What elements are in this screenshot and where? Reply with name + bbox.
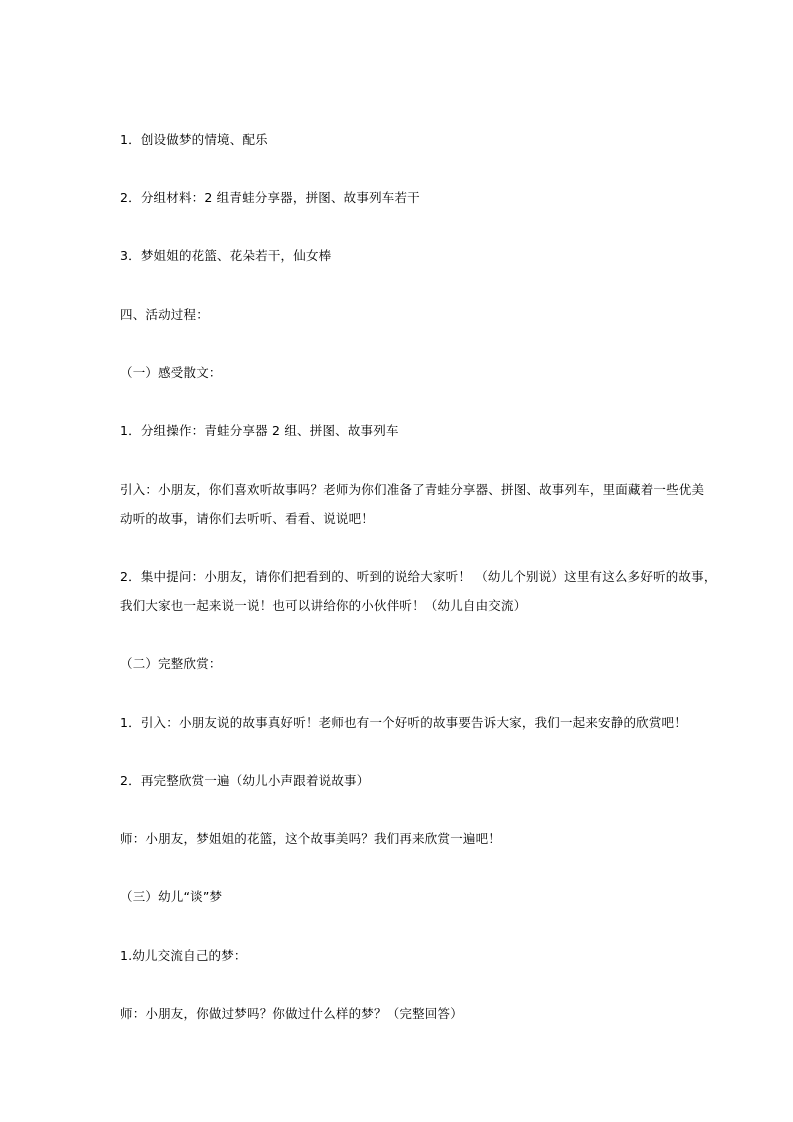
paragraph-intro-line-2: 动听的故事，请你们去听听、看看、说说吧！ — [120, 511, 375, 526]
list-item-setting: 1．创设做梦的情境、配乐 — [120, 132, 268, 147]
list-item-appreciate-again: 2．再完整欣赏一遍（幼儿小声跟着说故事） — [120, 773, 370, 788]
list-item-group-materials: 2．分组材料：2 组青蛙分享器，拼图、故事列车若干 — [120, 190, 420, 205]
subsection-heading-talk-dreams: （三）幼儿“谈”梦 — [120, 889, 223, 904]
list-item-appreciation-intro: 1．引入：小朋友说的故事真好听！老师也有一个好听的故事要告诉大家，我们一起来安静的欣赏吧！ — [120, 715, 687, 730]
subsection-heading-full-appreciation: （二）完整欣赏： — [120, 656, 222, 671]
subsection-heading-feel-prose: （一）感受散文： — [120, 365, 222, 380]
list-item-group-operation: 1．分组操作：青蛙分享器 2 组、拼图、故事列车 — [120, 423, 399, 438]
paragraph-teacher-dream-question: 师：小朋友，你做过梦吗？你做过什么样的梦？（完整回答） — [120, 1006, 463, 1021]
list-item-flower-basket: 3．梦姐姐的花篮、花朵若干，仙女棒 — [120, 248, 332, 263]
section-heading-activity-process: 四、活动过程： — [120, 307, 209, 322]
paragraph-intro-line-1: 引入：小朋友，你们喜欢听故事吗？老师为你们准备了青蛙分享器、拼图、故事列车，里面藏着一些优美 — [120, 482, 705, 497]
paragraph-question-line-2: 我们大家也一起来说一说！也可以讲给你的小伙伴听！（幼儿自由交流） — [120, 598, 527, 613]
list-item-share-dreams: 1.幼儿交流自己的梦： — [120, 948, 247, 963]
paragraph-question-line-1: 2．集中提问：小朋友，请你们把看到的、听到的说给大家听！ （幼儿个别说）这里有这么多好听的故事， — [120, 569, 717, 584]
paragraph-teacher-question: 师：小朋友，梦姐姐的花篮，这个故事美吗？我们再来欣赏一遍吧！ — [120, 831, 502, 846]
